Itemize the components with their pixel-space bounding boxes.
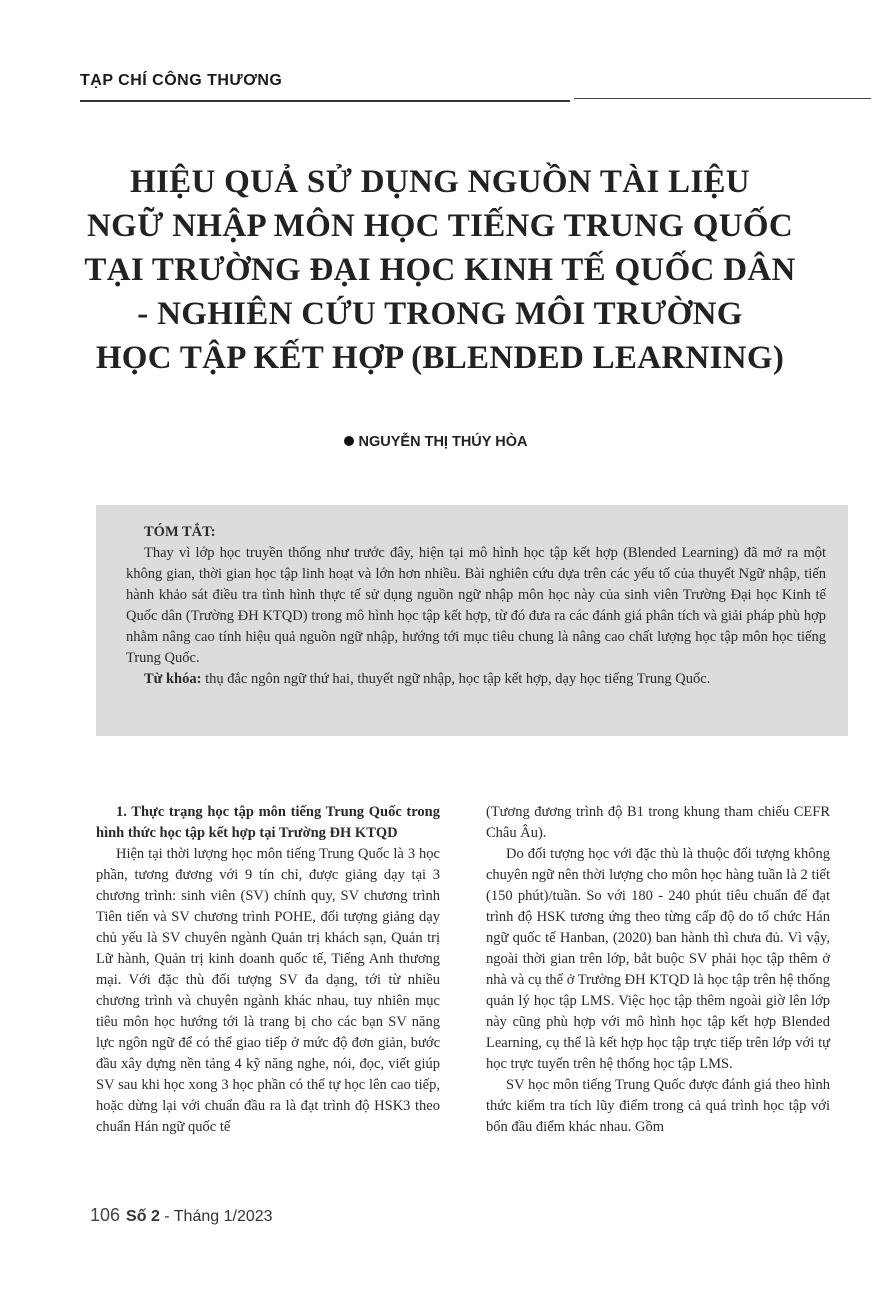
header-rule	[80, 100, 570, 102]
issue-date: - Tháng 1/2023	[164, 1208, 273, 1225]
abstract-label: TÓM TẮT:	[144, 524, 216, 540]
journal-name: TẠP CHÍ CÔNG THƯƠNG	[80, 72, 283, 89]
body-paragraph: Hiện tại thời lượng học môn tiếng Trung Quốc là 3 học phần, tương đương với 9 tín chỉ, được giảng dạy tại 3 chương trình: sinh viên (SV) chính quy, SV chương trình Tiên tiến và SV chương trình POHE, đối tượng giảng dạy chủ yếu là SV chuyên ngành Quản trị khách sạn, Quản trị Lữ hành, Quản trị kinh doanh quốc tế, Tiếng Anh thương mại. Với đặc thù đối tượng SV đa dạng, tới từ nhiều chương trình và chuyên ngành khác nhau, tuy nhiên mục tiêu môn học hướng tới là trang bị cho các bạn SV năng lực ngôn ngữ để có thể giao tiếp ở mức độ đơn giản, bước đầu xây dựng nền tảng 4 kỹ năng nghe, nói, đọc, viết giúp SV sau khi học xong 3 học phần có thể tự học lên cao tiếp, hoặc dừng lại với chuẩn đầu ra là đạt trình độ HSK3 theo chuẩn Hán ngữ quốc tế	[96, 846, 440, 1135]
abstract-body: Thay vì lớp học truyền thống như trước đây, hiện tại mô hình học tập kết hợp (Blended Learning) đã mở ra một không gian, thời gian học tập linh hoạt và lớn hơn nhiều. Bài nghiên cứu dựa trên các yếu tố của thuyết Ngữ nhập, tiến hành khảo sát điều tra tình hình thực tế sử dụng nguồn ngữ nhập môn học này của sinh viên Trường Đại học Kinh tế Quốc dân (Trường ĐH KTQD) trong mô hình học tập kết hợp, từ đó đưa ra các đánh giá phân tích và giải pháp phù hợp nhằm nâng cao tính hiệu quả nguồn ngữ nhập, hướng tới mục tiêu chung là nâng cao chất lượng học tập môn học tiếng Trung Quốc.	[126, 545, 826, 666]
keywords-label: Từ khóa:	[144, 671, 202, 687]
author-name: NGUYỄN THỊ THÚY HÒA	[358, 434, 528, 450]
abstract-box	[96, 505, 848, 736]
body-paragraph: Do đối tượng học với đặc thù là thuộc đối tượng không chuyên ngữ nên thời lượng cho môn học hàng tuần là 2 tiết (150 phút)/tuần. So với 180 - 240 phút tiêu chuẩn để đạt trình độ HSK tương ứng theo từng cấp độ do tổ chức Hán ngữ quốc tế Hanban, (2020) ban hành thì chưa đủ. Vì vậy, ngoài thời gian trên lớp, bắt buộc SV phải học tập thêm ở nhà và cụ thể ở Trường ĐH KTQD là học tập trên hệ thống quản lý học tập LMS. Việc học tập thêm ngoài giờ lên lớp này cũng phù hợp với mô hình học tập kết hợp Blended Learning, cụ thể là kết hợp học tập trực tiếp trên lớp với tự học trực tuyến trên hệ thống học tập LMS.	[486, 846, 830, 1072]
body-paragraph: SV học môn tiếng Trung Quốc được đánh giá theo hình thức kiểm tra tích lũy điểm trong cả quá trình học tập với bốn đầu điểm khác nhau. Gồm	[486, 1077, 830, 1135]
bullet-dot-icon	[344, 436, 354, 446]
title-line: HIỆU QUẢ SỬ DỤNG NGUỒN TÀI LIỆU	[130, 164, 750, 200]
body-paragraph-continuation: (Tương đương trình độ B1 trong khung tham chiếu CEFR Châu Âu).	[486, 804, 830, 841]
title-line: HỌC TẬP KẾT HỢP (BLENDED LEARNING)	[95, 340, 785, 376]
right-column	[486, 802, 830, 1138]
keywords	[126, 669, 826, 690]
issue-label: Số 2	[126, 1208, 160, 1225]
page-footer	[90, 1205, 273, 1226]
title-line: TẠI TRƯỜNG ĐẠI HỌC KINH TẾ QUỐC DÂN	[84, 252, 796, 288]
page-number: 106	[90, 1205, 121, 1225]
section-heading: 1. Thực trạng học tập môn tiếng Trung Quốc trong hình thức học tập kết hợp tại Trường ĐH KTQD	[96, 804, 440, 841]
author-line	[0, 434, 871, 450]
header-rule-right	[574, 98, 871, 99]
left-column	[96, 802, 440, 1138]
title-line: NGỮ NHẬP MÔN HỌC TIẾNG TRUNG QUỐC	[87, 208, 793, 244]
article-title	[60, 160, 820, 380]
keywords-text: thụ đắc ngôn ngữ thứ hai, thuyết ngữ nhập, học tập kết hợp, dạy học tiếng Trung Quốc.	[205, 671, 711, 687]
title-line: - NGHIÊN CỨU TRONG MÔI TRƯỜNG	[137, 296, 743, 332]
